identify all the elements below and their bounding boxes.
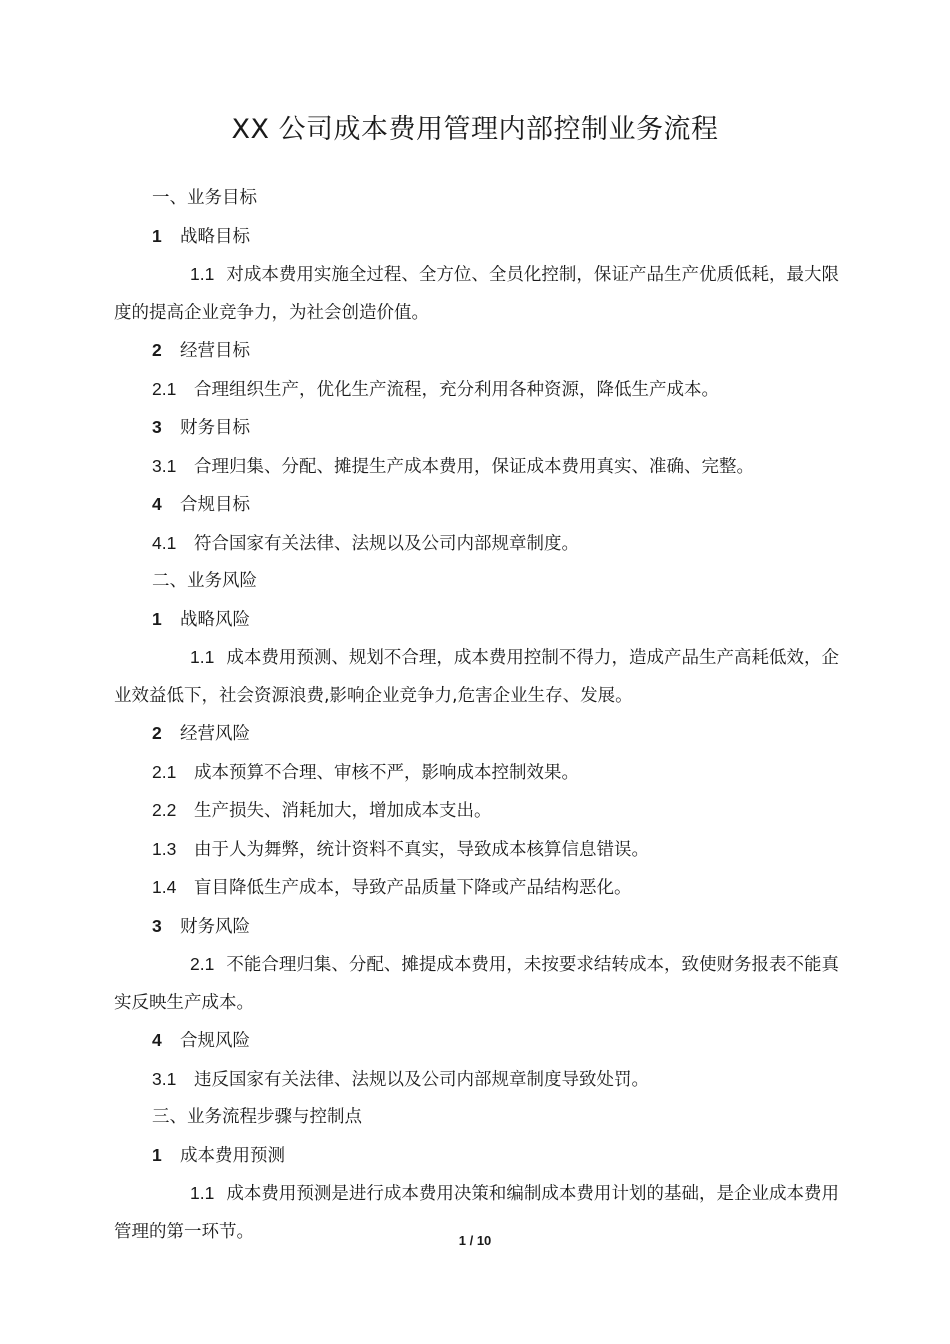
section-heading-text: 一、业务目标 (152, 188, 257, 208)
paragraph-text: 盲目降低生产成本，导致产品质量下降或产品结构恶化。 (194, 878, 632, 898)
paragraph (114, 869, 839, 908)
paragraph (114, 1061, 839, 1100)
paragraph-text: 合理组织生产，优化生产流程，充分利用各种资源，降低生产成本。 (194, 379, 719, 400)
subsection-heading (114, 332, 839, 371)
paragraph (114, 754, 839, 793)
paragraph (114, 639, 839, 715)
paragraph-text: 生产损失、消耗加大，增加成本支出。 (194, 801, 492, 821)
item-number: 2.1 (152, 761, 177, 782)
item-number: 2 (152, 340, 162, 360)
item-number: 4.1 (152, 532, 177, 553)
item-number: 3.1 (152, 455, 177, 476)
subsection-heading (114, 486, 839, 525)
subsection-heading-text: 战略目标 (180, 226, 250, 247)
paragraph-text: 不能合理归集、分配、摊提成本费用，未按要求结转成本，致使财务报表不能真实反映生产成本。 (114, 955, 839, 1013)
paragraph-text: 合理归集、分配、摊提生产成本费用，保证成本费用真实、准确、完整。 (194, 456, 754, 477)
paragraph-text: 由于人为舞弊，统计资料不真实，导致成本核算信息错误。 (194, 839, 649, 860)
document-body (114, 180, 839, 1251)
section-heading (114, 563, 839, 601)
subsection-heading (114, 218, 839, 257)
paragraph (114, 256, 839, 332)
item-number: 1.1 (190, 647, 215, 667)
paragraph (114, 831, 839, 870)
page-total: 10 (476, 1233, 492, 1248)
subsection-heading (114, 908, 839, 947)
paragraph (114, 448, 839, 487)
paragraph (114, 525, 839, 564)
item-number: 1.1 (190, 1183, 215, 1203)
section-heading-text: 二、业务风险 (152, 571, 257, 591)
subsection-heading-text: 成本费用预测 (180, 1145, 285, 1166)
section-heading (114, 1099, 839, 1137)
subsection-heading (114, 715, 839, 754)
paragraph-text: 成本费用预测是进行成本费用决策和编制成本费用计划的基础，是企业成本费用管理的第一环节。 (114, 1184, 839, 1242)
item-number: 3 (152, 915, 162, 936)
paragraph-text: 违反国家有关法律、法规以及公司内部规章制度导致处罚。 (194, 1069, 649, 1090)
subsection-heading (114, 409, 839, 448)
subsection-heading (114, 1022, 839, 1061)
subsection-heading-text: 合规目标 (180, 495, 250, 515)
item-number: 1 (152, 608, 162, 629)
paragraph-text: 成本费用预测、规划不合理，成本费用控制不得力，造成产品生产高耗低效，企业效益低下，社会资源浪费,影响企业竞争力,危害企业生存、发展。 (114, 648, 839, 706)
paragraph-text: 成本预算不合理、审核不严，影响成本控制效果。 (194, 762, 579, 783)
item-number: 3 (152, 417, 162, 437)
item-number: 2.1 (190, 954, 215, 974)
paragraph (114, 946, 839, 1022)
item-number: 1.4 (152, 877, 177, 897)
item-number: 1.3 (152, 838, 177, 859)
subsection-heading-text: 合规风险 (180, 1031, 250, 1051)
item-number: 3.1 (152, 1068, 177, 1089)
section-heading (114, 180, 839, 218)
subsection-heading-text: 财务目标 (180, 418, 250, 438)
item-number: 4 (152, 494, 162, 514)
item-number: 4 (152, 1030, 162, 1050)
paragraph-text: 符合国家有关法律、法规以及公司内部规章制度。 (194, 533, 579, 554)
page-separator: / (469, 1233, 474, 1248)
paragraph (114, 371, 839, 410)
item-number: 2.2 (152, 800, 177, 820)
item-number: 1 (152, 225, 162, 246)
item-number: 2 (152, 723, 162, 743)
section-heading-text: 三、业务流程步骤与控制点 (152, 1107, 362, 1127)
page-current: 1 (458, 1233, 466, 1248)
subsection-heading (114, 1137, 839, 1176)
document-title: XX 公司成本费用管理内部控制业务流程 (231, 114, 719, 145)
item-number: 1.1 (190, 264, 215, 284)
page-number (0, 1232, 950, 1250)
paragraph-text: 对成本费用实施全过程、全方位、全员化控制，保证产品生产优质低耗，最大限度的提高企业竞争力，为社会创造价值。 (114, 265, 839, 323)
subsection-heading (114, 601, 839, 640)
subsection-heading-text: 财务风险 (180, 916, 250, 937)
subsection-heading-text: 经营目标 (180, 341, 250, 361)
item-number: 1 (152, 1144, 162, 1165)
subsection-heading-text: 战略风险 (180, 609, 250, 630)
item-number: 2.1 (152, 378, 177, 399)
subsection-heading-text: 经营风险 (180, 724, 250, 744)
paragraph (114, 792, 839, 831)
